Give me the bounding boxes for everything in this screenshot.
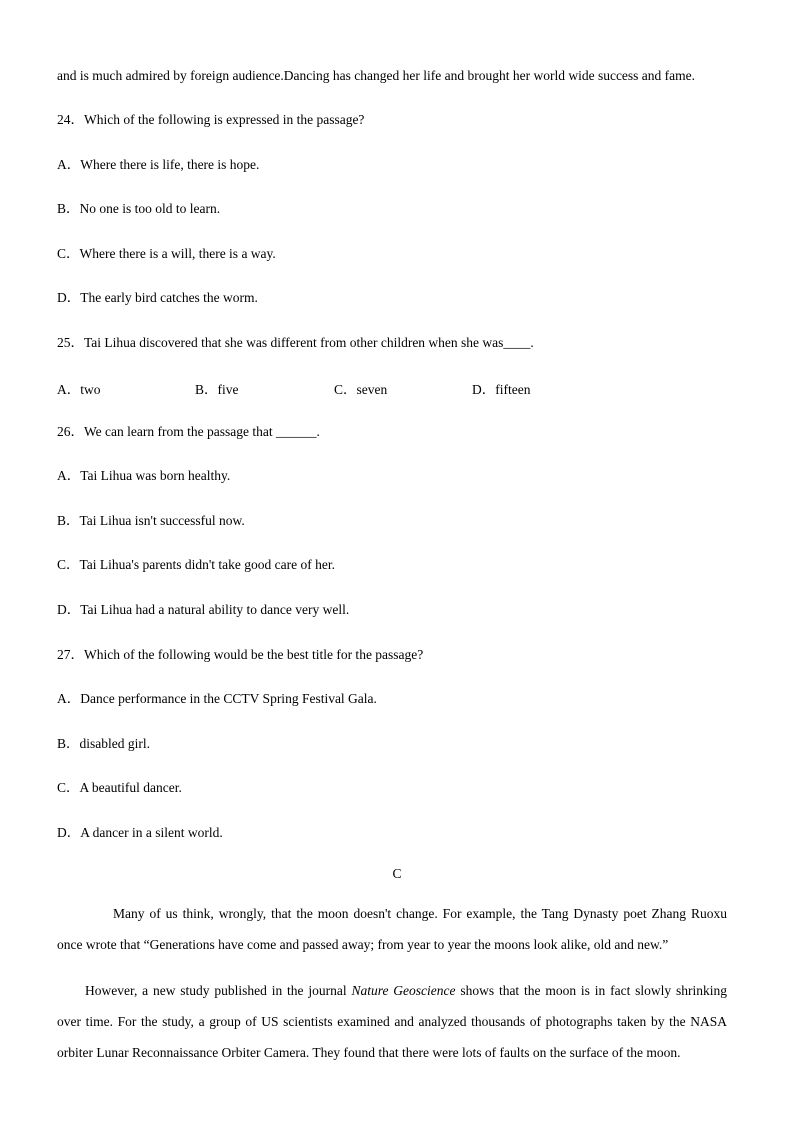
question-27-option-a: A．Dance performance in the CCTV Spring Festival Gala. xyxy=(57,691,377,706)
question-25-option-b: B．five xyxy=(195,382,239,397)
question-27-option-d: D．A dancer in a silent world. xyxy=(57,825,223,840)
question-27-stem: 27．Which of the following would be the best title for the passage? xyxy=(57,647,424,662)
question-25-option-d: D．fifteen xyxy=(472,382,531,397)
question-26-option-d: D．Tai Lihua had a natural ability to dance very well. xyxy=(57,602,350,617)
question-26-option-b: B．Tai Lihua isn't successful now. xyxy=(57,513,245,528)
question-25-option-c: C．seven xyxy=(334,382,388,397)
question-25-stem: 25．Tai Lihua discovered that she was different from other children when she was____. xyxy=(57,335,534,350)
question-24-option-d: D．The early bird catches the worm. xyxy=(57,290,258,305)
passage-c-paragraph-2 xyxy=(57,975,727,1068)
question-26-option-a: A．Tai Lihua was born healthy. xyxy=(57,468,231,483)
question-24-option-a: A．Where there is life, there is hope. xyxy=(57,157,260,172)
question-25-option-a: A．two xyxy=(57,382,101,397)
question-26-option-c: C．Tai Lihua's parents didn't take good care of her. xyxy=(57,557,335,572)
passage-b-closing-line: and is much admired by foreign audience.Dancing has changed her life and brought her world wide success and fame. xyxy=(57,68,696,83)
question-26-stem: 26．We can learn from the passage that ______. xyxy=(57,424,320,439)
paragraph-2-rest: shows that the moon is in fact slowly shrinking over time. For the study, a group of US scientists examined and analyzed thousands of photographs taken by the NASA orbiter Lunar Reconnaissance Orbiter Camera. They found that there were lots of faults on the surface of the moon. xyxy=(57,983,728,1060)
section-c-heading: C xyxy=(392,866,402,881)
question-24-stem: 24．Which of the following is expressed in the passage? xyxy=(57,112,365,127)
question-24-option-b: B．No one is too old to learn. xyxy=(57,201,221,216)
journal-name: Nature Geoscience xyxy=(351,983,456,998)
question-27-option-c: C．A beautiful dancer. xyxy=(57,780,182,795)
paragraph-2-lead: However, a new study published in the journal xyxy=(85,983,352,998)
question-27-option-b: B．disabled girl. xyxy=(57,736,150,751)
passage-c-paragraph-1: Many of us think, wrongly, that the moon doesn't change. For example, the Tang Dynasty poet Zhang Ruoxu once wrote that “Generations have come and passed away; from year to year the moons look alike, old and new.” xyxy=(57,906,727,952)
question-24-option-c: C．Where there is a will, there is a way. xyxy=(57,246,276,261)
